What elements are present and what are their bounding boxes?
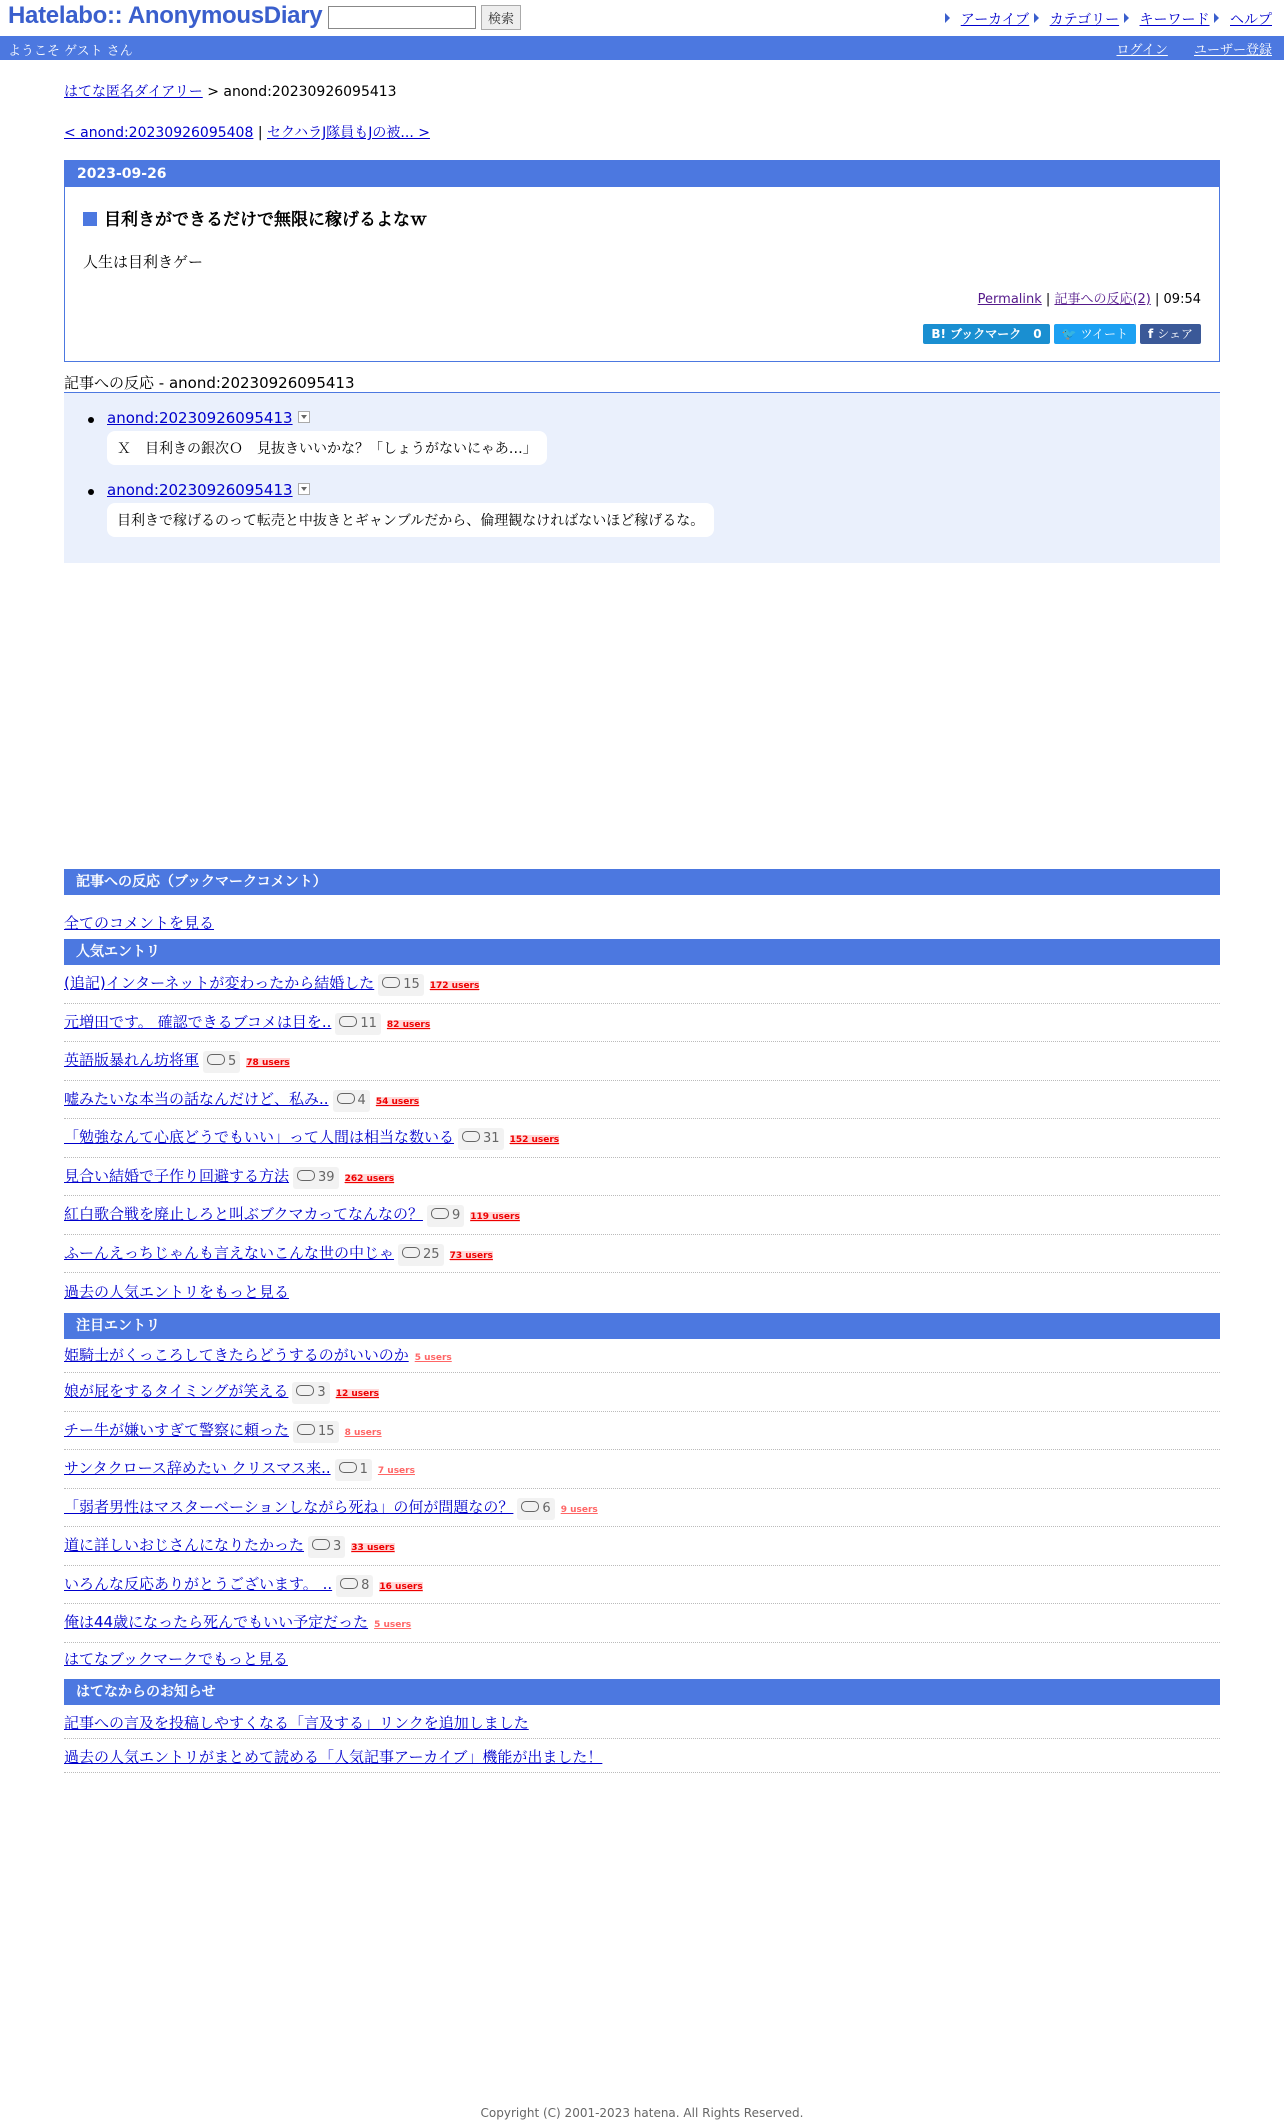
dropdown-icon[interactable] (298, 411, 310, 423)
entry-title-link[interactable]: 紅白歌合戦を廃止しろと叫ぶブクマカってなんなの？ (64, 1205, 423, 1224)
bookmark-comments-header: 記事への反応（ブックマークコメント） (64, 869, 1220, 895)
chevron-right-icon (1214, 13, 1219, 23)
breadcrumb (64, 81, 397, 101)
share-buttons (919, 324, 1201, 344)
comment-count-badge[interactable] (427, 1205, 464, 1227)
comment-count-badge[interactable] (293, 1421, 339, 1443)
square-icon[interactable] (83, 212, 97, 226)
prev-next-separator: | (253, 125, 268, 141)
comment-icon (297, 1170, 315, 1181)
entry-title-link[interactable]: チー牛が嫌いすぎて警察に頼った (64, 1420, 290, 1439)
search-button[interactable]: 検索 (481, 5, 521, 30)
facebook-icon: f (1148, 327, 1154, 341)
all-comments-link[interactable]: 全てのコメントを見る (64, 914, 215, 932)
entry-title-link[interactable]: サンタクロース辞めたい クリスマス来.. (64, 1459, 331, 1478)
comment-count-badge[interactable] (335, 1459, 372, 1481)
bookmark-users-count[interactable]: 5 users (414, 1353, 452, 1363)
comment-icon (340, 1578, 358, 1589)
reaction-item (107, 409, 714, 465)
nav-keyword-link[interactable]: キーワード (1139, 12, 1210, 28)
entry-title-link[interactable]: ふーんえっちじゃんも言えないこんな世の中じゃ (64, 1243, 395, 1262)
comment-icon (339, 1016, 357, 1027)
comment-count-badge[interactable] (333, 1090, 370, 1112)
reactions-link[interactable]: 記事への反応(2) (1054, 292, 1151, 307)
entry-row (64, 1235, 1220, 1274)
comment-icon (339, 1462, 357, 1473)
notice-row (64, 1705, 1220, 1739)
entry-title-link[interactable]: 嘘みたいな本当の話なんだけど、私み.. (64, 1089, 329, 1108)
entry-row (64, 1412, 1220, 1451)
comment-count: 4 (357, 1092, 366, 1108)
bookmark-users-count[interactable]: 119 users (470, 1212, 520, 1223)
facebook-share-button[interactable] (1140, 324, 1201, 344)
comment-count: 15 (403, 977, 420, 993)
entry-title-link[interactable]: 娘が屁をするタイミングが笑える (64, 1382, 289, 1401)
reaction-item (107, 481, 714, 537)
bookmark-users-count[interactable]: 8 users (344, 1427, 382, 1438)
bookmark-users-count[interactable]: 78 users (246, 1058, 290, 1069)
attention-more-link[interactable]: はてなブックマークでもっと見る (64, 1650, 288, 1668)
entry-row (64, 965, 1220, 1004)
comment-count-badge[interactable] (458, 1128, 504, 1150)
entry-row (64, 1196, 1220, 1235)
entry-row (64, 1527, 1220, 1566)
entry-row (64, 1604, 1220, 1643)
bookmark-users-count[interactable]: 73 users (449, 1250, 493, 1261)
entry-title-link[interactable]: 「弱者男性はマスターベーションしながら死ね」の何が問題なの？ (64, 1497, 514, 1516)
entry-row (64, 1081, 1220, 1120)
comment-count: 31 (483, 1131, 500, 1147)
breadcrumb-home-link[interactable]: はてな匿名ダイアリー (64, 84, 203, 100)
popular-more-link[interactable]: 過去の人気エントリをもっと見る (64, 1283, 290, 1301)
entry-row (64, 1119, 1220, 1158)
comment-icon (297, 1424, 315, 1435)
notice-link[interactable]: 記事への言及を投稿しやすくなる「言及する」リンクを追加しました (64, 1714, 529, 1732)
popular-entries-list (64, 965, 1220, 1273)
entry-row (64, 1373, 1220, 1412)
comment-count: 3 (333, 1539, 342, 1555)
tweet-button[interactable] (1054, 324, 1136, 344)
chevron-right-icon (945, 13, 950, 23)
comment-count-badge[interactable] (292, 1382, 329, 1404)
popular-entries-header: 人気エントリ (64, 939, 1220, 965)
entry-title-link[interactable]: 俺は44歳になったら死んでもいい予定だった (64, 1613, 369, 1632)
bookmark-users-count[interactable]: 82 users (386, 1019, 431, 1030)
notices-header: はてなからのお知らせ (64, 1679, 1220, 1705)
comment-count: 8 (361, 1577, 370, 1593)
comment-icon (207, 1054, 225, 1065)
reaction-link[interactable]: anond:20230926095413 (107, 409, 293, 427)
comment-count-badge[interactable] (336, 1575, 373, 1597)
entry-row (64, 1158, 1220, 1197)
entry-title-link[interactable]: 英語版暴れん坊将軍 (64, 1051, 200, 1070)
notice-link[interactable]: 過去の人気エントリがまとめて読める「人気記事アーカイブ」機能が出ました！ (64, 1748, 603, 1766)
bookmark-users-count[interactable]: 54 users (375, 1096, 420, 1107)
comment-count-badge[interactable] (398, 1244, 444, 1266)
hatena-bookmark-button[interactable]: B! ブックマーク 0 (923, 324, 1049, 344)
entry-row (64, 1004, 1220, 1043)
welcome-bar (0, 36, 1284, 60)
breadcrumb-separator: > (202, 84, 224, 100)
entry-title-link[interactable]: (追記)インターネットが変わったから結婚した (64, 974, 375, 993)
welcome-text: ようこそ ゲスト さん (8, 44, 133, 59)
chevron-right-icon (1034, 13, 1039, 23)
entry-time: 09:54 (1163, 292, 1201, 307)
site-logo[interactable]: Hatelabo:: AnonymousDiary (8, 2, 323, 29)
comment-icon (337, 1093, 355, 1104)
comment-count: 39 (318, 1169, 335, 1185)
register-link[interactable]: ユーザー登録 (1193, 43, 1272, 58)
comment-icon (312, 1539, 330, 1550)
entry-date: 2023-09-26 (65, 161, 1219, 187)
login-link[interactable]: ログイン (1116, 43, 1168, 58)
entry-row (64, 1450, 1220, 1489)
comment-count: 5 (228, 1054, 237, 1070)
notices-list (64, 1705, 1220, 1773)
entry-body: 人生は目利きゲー (83, 253, 204, 271)
reaction-text: Ｘ 目利きの銀次Ｏ 見抜きいいかな？「しょうがないにゃあ…」 (107, 431, 547, 465)
notice-row (64, 1739, 1220, 1773)
breadcrumb-current: anond:20230926095413 (223, 84, 397, 100)
comment-count: 9 (451, 1208, 461, 1224)
reactions-box (64, 392, 1220, 563)
attention-entries-header: 注目エントリ (64, 1313, 1220, 1339)
copyright: Copyright (C) 2001-2023 hatena. All Rights Reserved. (480, 2106, 804, 2120)
comment-icon (521, 1501, 539, 1512)
entry-title-link[interactable]: 道に詳しいおじさんになりたかった (64, 1536, 305, 1555)
comment-count: 15 (318, 1423, 335, 1439)
nav-archive-link[interactable]: アーカイブ (960, 12, 1030, 28)
share-label: シェア (1157, 327, 1193, 341)
next-entry-link[interactable]: セクハラJ隊員もJの被... > (267, 125, 430, 141)
entry-title-link[interactable]: 姫騎士がくっころしてきたらどうするのがいいのか (64, 1346, 409, 1364)
entry-title-link[interactable]: いろんな反応ありがとうございます。 .. (64, 1574, 333, 1593)
comment-count-badge[interactable] (293, 1167, 339, 1189)
tweet-label: ツイート (1080, 327, 1128, 341)
entry-title-link[interactable]: 元増田です。 確認できるブコメは目を.. (64, 1012, 332, 1031)
comment-count: 3 (317, 1385, 326, 1401)
entry-title (83, 205, 427, 230)
prev-entry-link[interactable]: < anond:20230926095408 (64, 125, 254, 141)
prev-next-nav (64, 122, 430, 142)
entry-row (64, 1042, 1220, 1081)
comment-count: 11 (360, 1015, 377, 1031)
nav-category-link[interactable]: カテゴリー (1049, 12, 1120, 28)
bookmark-users-count[interactable]: 33 users (351, 1543, 395, 1554)
comment-count-badge[interactable] (517, 1498, 554, 1520)
bookmark-users-count[interactable]: 172 users (429, 981, 480, 992)
entry-row (64, 1489, 1220, 1528)
entry-title-text: 目利きができるだけで無限に稼げるよなｗ (104, 210, 427, 230)
top-bar (0, 0, 1284, 36)
bookmark-users-count[interactable]: 16 users (379, 1581, 423, 1592)
comment-count-badge[interactable] (203, 1051, 240, 1073)
entry-meta: Permalink | 記事への反応(2) | 09:54 (977, 292, 1201, 307)
search-input[interactable] (328, 6, 476, 29)
comment-icon (296, 1385, 314, 1396)
bookmark-users-count[interactable]: 7 users (377, 1466, 415, 1477)
comment-count-badge[interactable] (308, 1536, 345, 1558)
top-nav (945, 9, 1272, 29)
comment-icon (431, 1208, 449, 1219)
bookmark-users-count[interactable]: 5 users (374, 1620, 412, 1631)
reactions-title: 記事への反応 - anond:20230926095413 (64, 374, 355, 392)
entry-title-link[interactable]: 見合い結婚で子作り回避する方法 (64, 1166, 290, 1185)
reactions-list (107, 409, 714, 553)
reaction-link[interactable]: anond:20230926095413 (107, 481, 293, 499)
comment-count-badge[interactable] (335, 1013, 381, 1035)
comment-icon (402, 1247, 420, 1258)
reaction-text: 目利きで稼げるのって転売と中抜きとギャンブルだから、倫理観なければないほど稼げるな。 (107, 503, 714, 537)
attention-entries-list (64, 1339, 1220, 1643)
comment-icon (462, 1131, 480, 1142)
entry-title-link[interactable]: 「勉強なんて心底どうでもいい」って人間は相当な数いる (64, 1128, 455, 1147)
comment-icon (382, 977, 400, 988)
bookmark-users-count[interactable]: 262 users (344, 1173, 395, 1184)
permalink-link[interactable]: Permalink (977, 292, 1042, 307)
comment-count: 1 (359, 1462, 368, 1478)
bookmark-users-count[interactable]: 152 users (509, 1135, 560, 1146)
bird-icon: 🐦 (1061, 327, 1077, 341)
dropdown-icon[interactable] (298, 483, 310, 495)
comment-count: 6 (542, 1500, 551, 1516)
entry-row (64, 1566, 1220, 1605)
bookmark-users-count[interactable]: 12 users (335, 1389, 380, 1400)
comment-count-badge[interactable] (378, 974, 424, 996)
chevron-right-icon (1124, 13, 1129, 23)
entry-row (64, 1339, 1220, 1373)
comment-count: 25 (423, 1246, 440, 1262)
nav-help-link[interactable]: ヘルプ (1230, 12, 1272, 28)
entry-box (64, 160, 1220, 362)
bookmark-users-count[interactable]: 9 users (560, 1504, 598, 1515)
